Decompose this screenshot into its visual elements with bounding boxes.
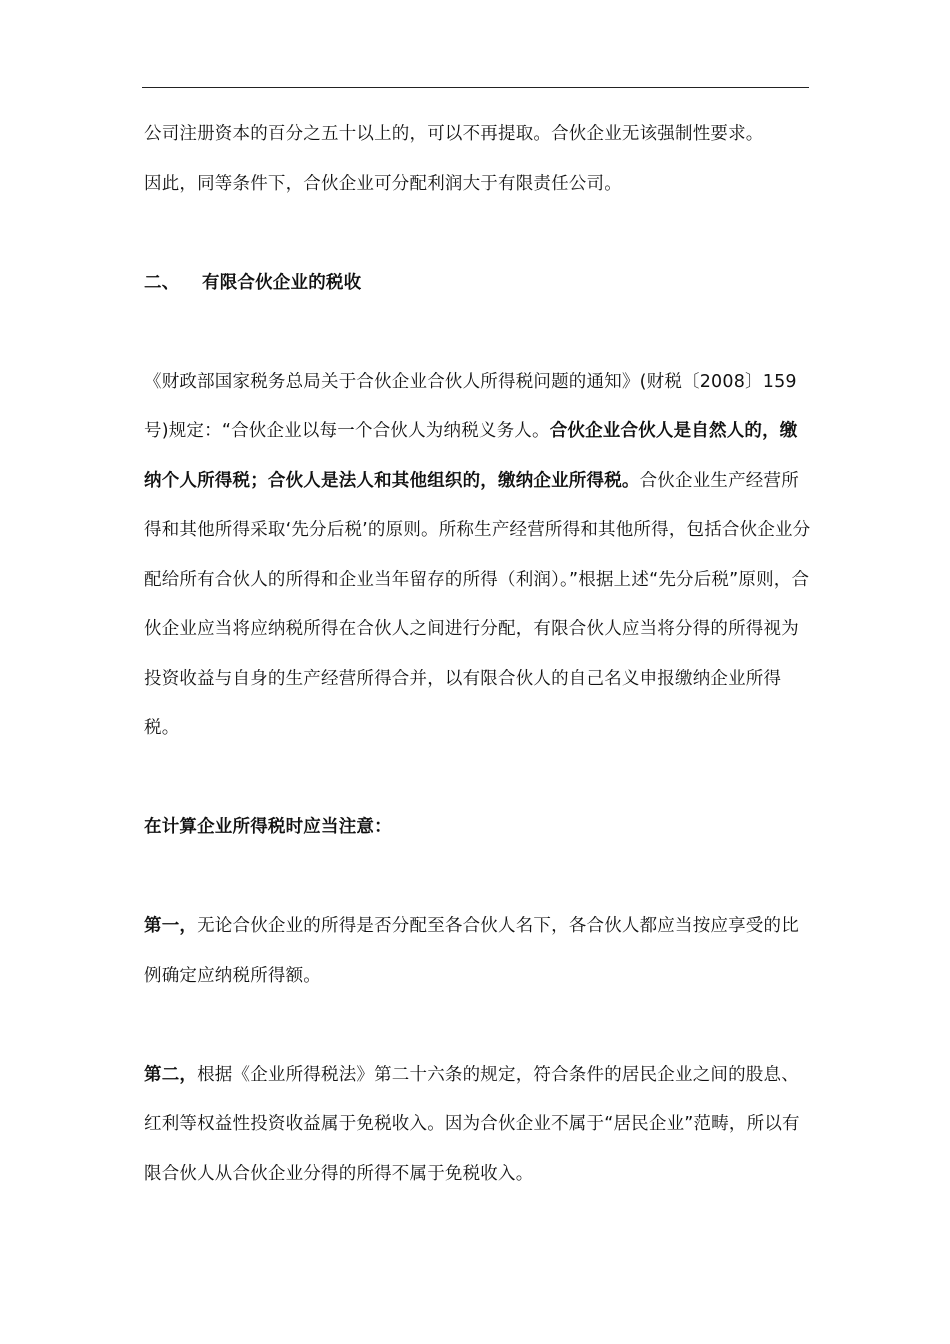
spacer (144, 754, 814, 804)
point-2-paragraph (144, 1051, 814, 1200)
intro-line-1: 公司注册资本的百分之五十以上的，可以不再提取。合伙企业无该强制性要求。 (144, 124, 764, 144)
attention-heading: 在计算企业所得税时应当注意： (144, 817, 392, 837)
spacer (144, 853, 814, 903)
notice-text-a: 《财政部国家税务总局关于合伙企业合伙人所得税问题的通知》(财税〔2008〕159 号)规定：“合伙企业以每一个合伙人为纳税义务人。 (144, 371, 797, 441)
spacer (144, 1001, 814, 1051)
spacer (144, 308, 814, 358)
intro-paragraph (144, 110, 814, 209)
point-2-label: 第二， (144, 1064, 198, 1085)
intro-line-2: 因此，同等条件下，合伙企业可分配利润大于有限责任公司。 (144, 173, 622, 194)
point-1-label: 第一， (144, 916, 198, 936)
notice-text-b: 合伙企业生产经营所得和其他所得采取‘先分后税’的原则。所称生产经营所得和其他所得，包括合伙企业分配给所有合伙人的所得和企业当年留存的所得（利润）。”根据上述“先分后税”原则，合伙企业应当将应纳税所得在合伙人之间进行分配，有限合伙人应当将分得的所得视为投资收益与自身的生产经营所得合并，以有限合伙人的自己名义申报缴纳企业所得税。 (144, 470, 811, 738)
point-2-text: 根据《企业所得税法》第二十六条的规定，符合条件的居民企业之间的股息、红利等权益性投资收益属于免税收入。因为合伙企业不属于“居民企业”范畴，所以有限合伙人从合伙企业分得的所得不属于免税收入。 (144, 1064, 800, 1184)
notice-paragraph (144, 358, 814, 754)
notice-bold-text: 合伙企业合伙人是自然人的，缴纳个人所得税；合伙人是法人和其他组织的，缴纳企业所得税。 (144, 421, 798, 491)
header-rule (142, 87, 809, 88)
section-heading-2 (144, 259, 814, 309)
spacer (144, 209, 814, 259)
section-title: 有限合伙企业的税收 (202, 272, 362, 293)
point-1-paragraph (144, 902, 814, 1001)
section-number: 二、 (144, 272, 180, 293)
point-1-text: 无论合伙企业的所得是否分配至各合伙人名下，各合伙人都应当按应享受的比例确定应纳税所得额。 (144, 916, 799, 986)
document-body (144, 110, 814, 1199)
